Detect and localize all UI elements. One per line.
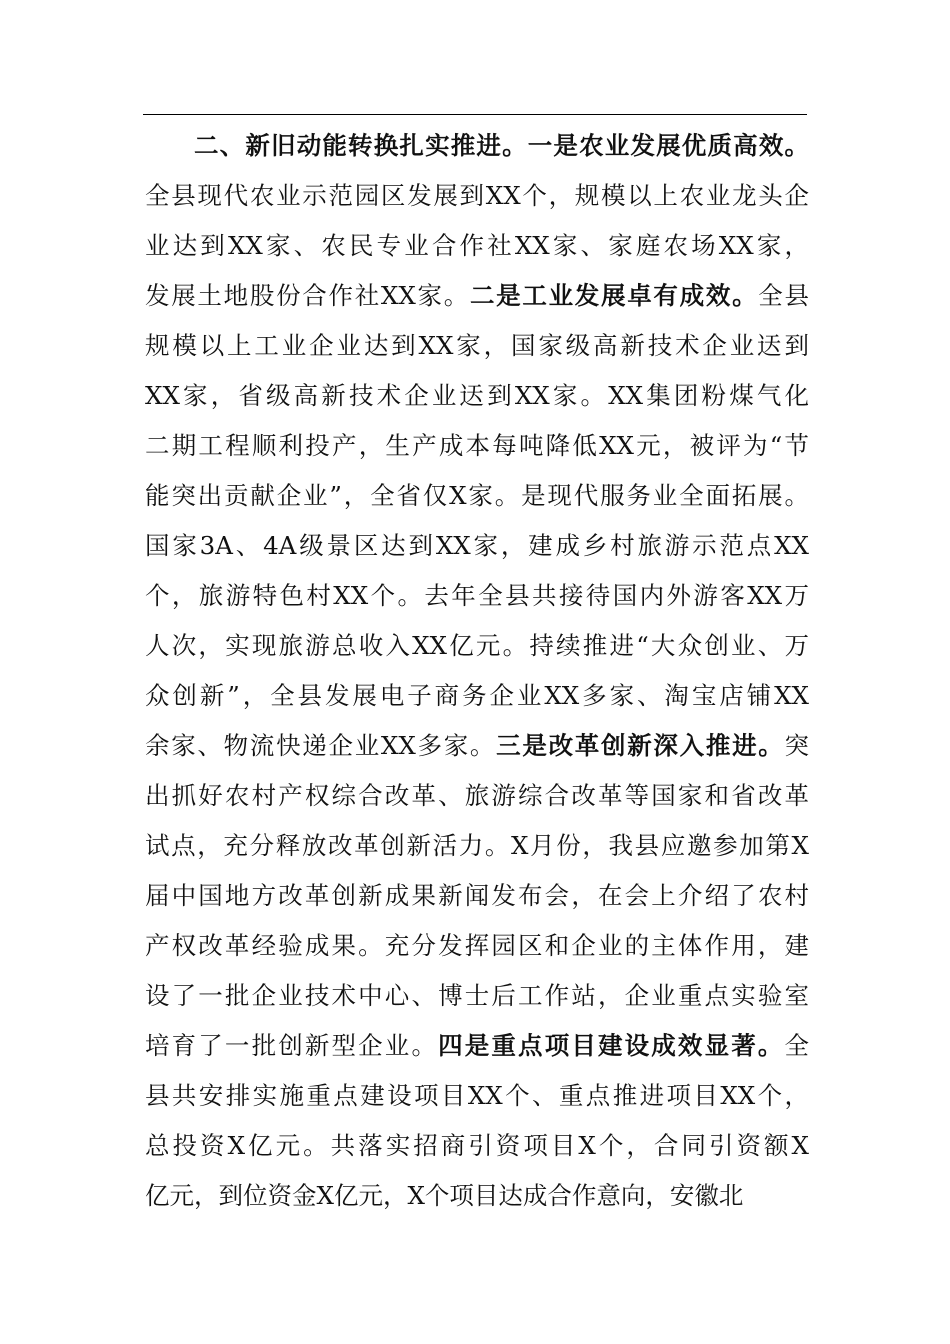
text-line	[145, 221, 809, 271]
text-span: 总投资X亿元。共落实招商引资项目X个，合同引资额X	[145, 1131, 809, 1160]
text-line	[145, 771, 809, 821]
text-span: 业达到XX家、农民专业合作社XX家、家庭农场XX家，	[145, 231, 809, 260]
text-line	[145, 571, 809, 621]
document-body	[145, 121, 809, 1221]
text-line	[145, 871, 809, 921]
text-line	[145, 421, 809, 471]
text-span: 县共安排实施重点建设项目XX个、重点推进项目XX个，	[145, 1081, 809, 1110]
bold-heading-span: 二是工业发展卓有成效。	[469, 281, 759, 310]
text-line	[145, 1121, 809, 1171]
text-span: 出抓好农村产权综合改革、旅游综合改革等国家和省改革	[145, 781, 809, 810]
text-span: 培育了一批创新型企业。	[145, 1031, 439, 1060]
text-span: 试点，充分释放改革创新活力。X月份，我县应邀参加第X	[145, 831, 809, 860]
text-span: 余家、物流快递企业XX多家。	[145, 731, 497, 760]
text-span: 全县现代农业示范园区发展到XX个，规模以上农业龙头企	[145, 181, 809, 210]
text-line	[145, 321, 809, 371]
text-span: 个，旅游特色村XX个。去年全县共接待国内外游客XX万	[145, 581, 809, 610]
text-line	[145, 521, 809, 571]
text-line	[145, 1071, 809, 1121]
text-span: 产权改革经验成果。充分发挥园区和企业的主体作用，建	[145, 931, 809, 960]
text-span: 能突出贡献企业”，全省仅X家。是现代服务业全面拓展。	[145, 481, 809, 510]
text-line	[145, 371, 809, 421]
text-span: 国家3A、4A级景区达到XX家，建成乡村旅游示范点XX	[145, 531, 809, 560]
bold-heading-span: 二、新旧动能转换扎实推进。一是农业发展优质高效。	[194, 131, 809, 160]
text-line	[145, 471, 809, 521]
text-span: 设了一批企业技术中心、博士后工作站，企业重点实验室	[145, 981, 809, 1010]
text-line	[145, 921, 809, 971]
text-span: 亿元，到位资金X亿元，X个项目达成合作意向，安徽北	[145, 1181, 744, 1210]
text-line	[145, 1171, 809, 1221]
text-line	[145, 171, 809, 221]
text-span: 突	[784, 731, 809, 760]
text-span: 全县	[758, 281, 809, 310]
text-span: 全	[784, 1031, 810, 1060]
text-span: XX家，省级高新技术企业迗到XX家。XX集团粉煤气化	[145, 381, 809, 410]
text-line	[145, 721, 809, 771]
bold-heading-span: 三是改革创新深入推进。	[496, 731, 785, 760]
text-line	[145, 621, 809, 671]
text-line	[145, 971, 809, 1021]
header-rule	[143, 114, 807, 115]
text-span: 规模以上工业企业达到XX家，国家级高新技术企业迗到	[145, 331, 809, 360]
text-span: 众创新”，全县发展电子商务企业XX多家、淘宝店铺XX	[145, 681, 809, 710]
text-span: 届中国地方改革创新成果新闻发布会，在会上介绍了农村	[145, 881, 809, 910]
bold-heading-span: 四是重点项目建设成效显著。	[438, 1031, 785, 1060]
text-span: 人次，实现旅游总收入XX亿元。持续推进“大众创业、万	[145, 631, 809, 660]
text-span: 二期工程顺利投产，生产成本每吨降低XX元，被评为“节	[145, 431, 809, 460]
text-line	[145, 821, 809, 871]
text-line	[145, 121, 809, 171]
text-span: 发展土地股份合作社XX家。	[145, 281, 470, 310]
text-line	[145, 1021, 809, 1071]
text-line	[145, 271, 809, 321]
text-line	[145, 671, 809, 721]
